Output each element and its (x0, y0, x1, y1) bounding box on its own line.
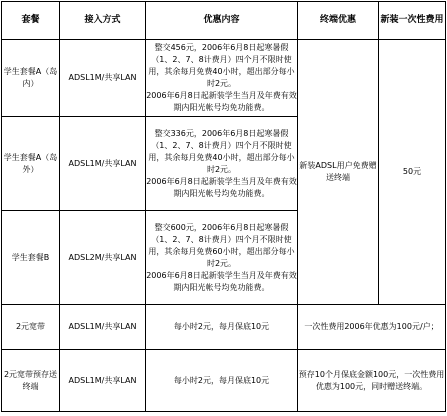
one-time-fee-cell: 50元 (379, 40, 446, 305)
package-name: 2元宽带 (2, 305, 60, 350)
access-method: ADSL1M/共享LAN (60, 117, 146, 211)
combined-offer-cell: 一次性费用2006年优惠为100元/户； (298, 305, 446, 350)
header-one-time-fee: 新装一次性费用 (379, 2, 446, 40)
offer-content (146, 40, 298, 117)
offer-line: 整交336元，2006年6月8日起寒暑假（1、2、7、8计费月）四个月不限时使用，其余每月免费40小时，超出部分每小时2元。 (148, 128, 295, 174)
header-package: 套餐 (2, 2, 60, 40)
access-method: ADSL1M/共享LAN (60, 40, 146, 117)
access-method: ADSL1M/共享LAN (60, 350, 146, 412)
access-method: ADSL2M/共享LAN (60, 211, 146, 305)
table-row (2, 40, 446, 117)
offer-content (146, 117, 298, 211)
offer-line: 整交456元，2006年6月8日起寒暑假（1、2、7、8计费月）四个月不限时使用，其余每月免费40小时，超出部分每小时2元。 (148, 43, 295, 88)
offer-line: 2006年6月8日起新装学生当月及年费有效期内阳光帐号均免功能费。 (146, 270, 297, 292)
offer-line: 2006年6月8日起新装学生当月及年费有效期内阳光帐号均免功能费。 (146, 176, 297, 198)
package-name: 2元宽带预存送终端 (2, 350, 60, 412)
package-name: 学生套餐A（岛外） (2, 117, 60, 211)
offer-line: 整交600元，2006年6月8日起寒暑假（1、2、7、8计费月）四个月不限时使用，其余每月免费60小时，超出部分每小时2元。 (148, 222, 295, 268)
access-method: ADSL1M/共享LAN (60, 305, 146, 350)
offer-content: 每小时2元，每月保底10元 (146, 350, 298, 412)
table-header-row (2, 2, 446, 40)
header-offer: 优惠内容 (146, 2, 298, 40)
offer-content: 每小时2元，每月保底10元 (146, 305, 298, 350)
offer-content (146, 211, 298, 305)
header-terminal-offer: 终端优惠 (298, 2, 379, 40)
package-name: 学生套餐A（岛内） (2, 40, 60, 117)
package-name: 学生套餐B (2, 211, 60, 305)
offer-line: 2006年6月8日起新装学生当月及年费有效期内阳光帐号均免功能费。 (146, 91, 297, 112)
combined-offer-cell: 预存10个月保底金额100元，一次性费用优惠为100元，同时赠送终端。 (298, 350, 446, 412)
terminal-offer-cell: 新装ADSL用户免费赠送终端 (298, 40, 379, 305)
header-access: 接入方式 (60, 2, 146, 40)
package-pricing-table (1, 1, 446, 412)
table-row (2, 305, 446, 350)
table-row (2, 350, 446, 412)
